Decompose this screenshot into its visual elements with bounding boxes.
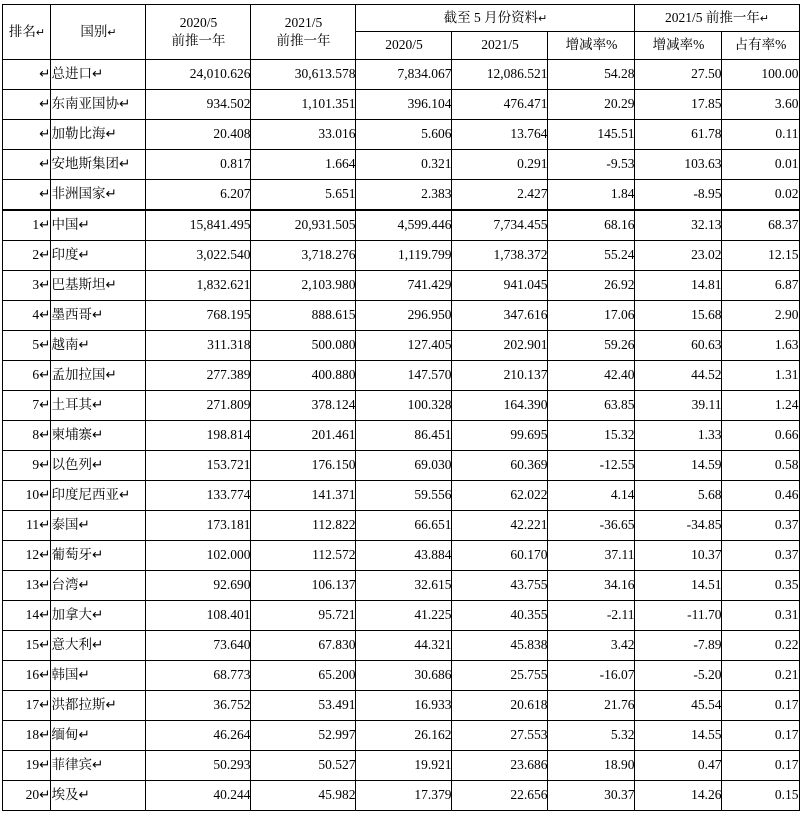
cell-ytd-growth: 54.28 [548, 60, 635, 90]
cell-ytd-2020: 32.615 [356, 571, 452, 601]
cell-push-growth: -5.20 [635, 661, 722, 691]
cell-ytd-2021: 60.170 [452, 541, 548, 571]
cell-ytd-2020: 30.686 [356, 661, 452, 691]
cell-push-share: 3.60 [722, 90, 799, 120]
cell-ytd-growth: 42.40 [548, 361, 635, 391]
cell-rank: 17↵ [3, 691, 51, 721]
cell-country: 加勒比海↵ [51, 120, 146, 150]
cell-push-growth: 17.85 [635, 90, 722, 120]
cell-ytd-2020: 1,119.799 [356, 241, 452, 271]
cell-rank: 16↵ [3, 661, 51, 691]
table-row [3, 451, 799, 481]
header-group-push [635, 5, 799, 32]
cell-2021-push: 112.572 [251, 541, 356, 571]
cell-rank: ↵ [3, 120, 51, 150]
cell-ytd-growth: 5.32 [548, 721, 635, 751]
table-body [3, 60, 799, 811]
cell-rank: 1↵ [3, 210, 51, 241]
cell-push-growth: -8.95 [635, 180, 722, 211]
table-header [3, 5, 799, 60]
table-row [3, 90, 799, 120]
cell-country: 东南亚国协↵ [51, 90, 146, 120]
cell-2021-push: 500.080 [251, 331, 356, 361]
cell-country: 葡萄牙↵ [51, 541, 146, 571]
cell-ytd-2021: 40.355 [452, 601, 548, 631]
cell-push-growth: 14.81 [635, 271, 722, 301]
cell-2021-push: 106.137 [251, 571, 356, 601]
cell-rank: 11↵ [3, 511, 51, 541]
cell-ytd-2021: 941.045 [452, 271, 548, 301]
cell-push-growth: 32.13 [635, 210, 722, 241]
cell-2020-push: 24,010.626 [146, 60, 251, 90]
cell-2021-push: 20,931.505 [251, 210, 356, 241]
cell-push-growth: 0.47 [635, 751, 722, 781]
cell-2020-push: 6.207 [146, 180, 251, 211]
table-row [3, 481, 799, 511]
cell-ytd-2021: 1,738.372 [452, 241, 548, 271]
cell-push-growth: 27.50 [635, 60, 722, 90]
cell-ytd-2021: 99.695 [452, 421, 548, 451]
cell-push-growth: 44.52 [635, 361, 722, 391]
cell-push-growth: 14.55 [635, 721, 722, 751]
cell-ytd-growth: 17.06 [548, 301, 635, 331]
pilcrow-mark: ↵ [35, 26, 46, 39]
cell-country: 意大利↵ [51, 631, 146, 661]
cell-ytd-growth: 18.90 [548, 751, 635, 781]
table-row [3, 150, 799, 180]
cell-2020-push: 108.401 [146, 601, 251, 631]
header-col-2021-line2: 前推一年 [276, 33, 331, 48]
cell-ytd-2021: 45.838 [452, 631, 548, 661]
cell-ytd-2020: 26.162 [356, 721, 452, 751]
cell-push-share: 0.37 [722, 511, 799, 541]
cell-push-share: 0.31 [722, 601, 799, 631]
cell-2021-push: 5.651 [251, 180, 356, 211]
cell-country: 加拿大↵ [51, 601, 146, 631]
cell-ytd-growth: 4.14 [548, 481, 635, 511]
cell-ytd-2020: 7,834.067 [356, 60, 452, 90]
cell-push-growth: -7.89 [635, 631, 722, 661]
cell-ytd-2021: 202.901 [452, 331, 548, 361]
cell-ytd-growth: 1.84 [548, 180, 635, 211]
cell-ytd-2020: 100.328 [356, 391, 452, 421]
cell-rank: ↵ [3, 60, 51, 90]
cell-2020-push: 277.389 [146, 361, 251, 391]
cell-rank: 6↵ [3, 361, 51, 391]
cell-ytd-2021: 12,086.521 [452, 60, 548, 90]
cell-rank: ↵ [3, 150, 51, 180]
cell-2021-push: 52.997 [251, 721, 356, 751]
cell-2020-push: 934.502 [146, 90, 251, 120]
header-rank-label: 排名 [8, 23, 36, 39]
table-row [3, 781, 799, 811]
cell-rank: 10↵ [3, 481, 51, 511]
cell-push-growth: 39.11 [635, 391, 722, 421]
cell-push-share: 0.15 [722, 781, 799, 811]
cell-push-share: 0.17 [722, 721, 799, 751]
cell-push-share: 0.66 [722, 421, 799, 451]
table-row [3, 361, 799, 391]
cell-ytd-growth: 20.29 [548, 90, 635, 120]
cell-ytd-growth: 37.11 [548, 541, 635, 571]
header-col-2020-line1: 2020/5 [179, 14, 218, 30]
cell-ytd-2020: 741.429 [356, 271, 452, 301]
cell-ytd-2020: 59.556 [356, 481, 452, 511]
cell-ytd-growth: 30.37 [548, 781, 635, 811]
header-col-2020-push [146, 5, 251, 60]
cell-2021-push: 2,103.980 [251, 271, 356, 301]
cell-push-growth: 103.63 [635, 150, 722, 180]
header-group-ytd [356, 5, 635, 32]
cell-2021-push: 95.721 [251, 601, 356, 631]
table-row [3, 421, 799, 451]
cell-ytd-2020: 19.921 [356, 751, 452, 781]
cell-ytd-2021: 62.022 [452, 481, 548, 511]
cell-rank: 13↵ [3, 571, 51, 601]
cell-2020-push: 15,841.495 [146, 210, 251, 241]
cell-push-share: 0.35 [722, 571, 799, 601]
cell-country: 中国↵ [51, 210, 146, 241]
cell-push-share: 0.46 [722, 481, 799, 511]
cell-country: 总进口↵ [51, 60, 146, 90]
cell-country: 洪都拉斯↵ [51, 691, 146, 721]
cell-rank: 8↵ [3, 421, 51, 451]
cell-ytd-2020: 43.884 [356, 541, 452, 571]
cell-ytd-2021: 0.291 [452, 150, 548, 180]
cell-country: 孟加拉国↵ [51, 361, 146, 391]
table-row [3, 180, 799, 211]
cell-rank: 20↵ [3, 781, 51, 811]
header-push-growth: 增减率% [635, 32, 722, 60]
cell-ytd-2021: 60.369 [452, 451, 548, 481]
cell-push-share: 0.02 [722, 180, 799, 211]
cell-rank: 9↵ [3, 451, 51, 481]
header-ytd-growth: 增减率% [548, 32, 635, 60]
table-row [3, 210, 799, 241]
cell-push-growth: 14.59 [635, 451, 722, 481]
import-statistics-table [2, 4, 799, 811]
pilcrow-mark: ↵ [538, 12, 548, 25]
cell-2021-push: 50.527 [251, 751, 356, 781]
cell-ytd-growth: 59.26 [548, 331, 635, 361]
cell-ytd-2020: 86.451 [356, 421, 452, 451]
cell-ytd-2021: 210.137 [452, 361, 548, 391]
cell-ytd-2021: 22.656 [452, 781, 548, 811]
cell-ytd-2020: 44.321 [356, 631, 452, 661]
cell-2021-push: 176.150 [251, 451, 356, 481]
cell-push-share: 0.58 [722, 451, 799, 481]
cell-push-share: 0.01 [722, 150, 799, 180]
header-col-2020-line2: 前推一年 [171, 33, 226, 48]
cell-2021-push: 53.491 [251, 691, 356, 721]
table-row [3, 541, 799, 571]
pilcrow-mark: ↵ [759, 12, 770, 25]
cell-ytd-2020: 127.405 [356, 331, 452, 361]
cell-2021-push: 1.664 [251, 150, 356, 180]
cell-ytd-2021: 20.618 [452, 691, 548, 721]
cell-push-share: 0.11 [722, 120, 799, 150]
cell-2020-push: 102.000 [146, 541, 251, 571]
cell-2020-push: 3,022.540 [146, 241, 251, 271]
cell-ytd-growth: 68.16 [548, 210, 635, 241]
header-row-1 [3, 5, 799, 32]
cell-ytd-growth: 3.42 [548, 631, 635, 661]
table-row [3, 391, 799, 421]
table-row [3, 631, 799, 661]
table-row [3, 331, 799, 361]
cell-ytd-2020: 147.570 [356, 361, 452, 391]
cell-2020-push: 20.408 [146, 120, 251, 150]
cell-2021-push: 112.822 [251, 511, 356, 541]
cell-2021-push: 30,613.578 [251, 60, 356, 90]
cell-2020-push: 768.195 [146, 301, 251, 331]
cell-2021-push: 33.016 [251, 120, 356, 150]
table-row [3, 661, 799, 691]
cell-ytd-2021: 347.616 [452, 301, 548, 331]
cell-ytd-2021: 164.390 [452, 391, 548, 421]
cell-2020-push: 0.817 [146, 150, 251, 180]
cell-push-growth: 14.51 [635, 571, 722, 601]
cell-ytd-growth: 145.51 [548, 120, 635, 150]
cell-push-share: 1.31 [722, 361, 799, 391]
cell-2021-push: 65.200 [251, 661, 356, 691]
cell-push-growth: 5.68 [635, 481, 722, 511]
cell-2020-push: 68.773 [146, 661, 251, 691]
cell-2020-push: 311.318 [146, 331, 251, 361]
cell-ytd-2021: 2.427 [452, 180, 548, 211]
cell-ytd-2020: 0.321 [356, 150, 452, 180]
cell-ytd-growth: 26.92 [548, 271, 635, 301]
cell-rank: 3↵ [3, 271, 51, 301]
cell-push-growth: 10.37 [635, 541, 722, 571]
cell-push-share: 0.37 [722, 541, 799, 571]
cell-2020-push: 92.690 [146, 571, 251, 601]
cell-ytd-growth: 15.32 [548, 421, 635, 451]
cell-rank: 15↵ [3, 631, 51, 661]
table-row [3, 301, 799, 331]
header-country [51, 5, 146, 60]
cell-country: 印度↵ [51, 241, 146, 271]
cell-2020-push: 36.752 [146, 691, 251, 721]
header-ytd-2021: 2021/5 [452, 32, 548, 60]
cell-country: 非洲国家↵ [51, 180, 146, 211]
cell-push-growth: 14.26 [635, 781, 722, 811]
cell-push-growth: -34.85 [635, 511, 722, 541]
cell-country: 以色列↵ [51, 451, 146, 481]
cell-2021-push: 45.982 [251, 781, 356, 811]
cell-ytd-2020: 4,599.446 [356, 210, 452, 241]
table-row [3, 721, 799, 751]
cell-push-share: 100.00 [722, 60, 799, 90]
cell-country: 墨西哥↵ [51, 301, 146, 331]
cell-2021-push: 400.880 [251, 361, 356, 391]
cell-ytd-2021: 7,734.455 [452, 210, 548, 241]
header-col-2021-push [251, 5, 356, 60]
cell-rank: 4↵ [3, 301, 51, 331]
cell-ytd-growth: 63.85 [548, 391, 635, 421]
cell-country: 土耳其↵ [51, 391, 146, 421]
table-row [3, 120, 799, 150]
cell-push-share: 0.17 [722, 751, 799, 781]
table-row [3, 60, 799, 90]
table-row [3, 271, 799, 301]
cell-push-share: 6.87 [722, 271, 799, 301]
cell-2021-push: 67.830 [251, 631, 356, 661]
cell-rank: 5↵ [3, 331, 51, 361]
cell-2020-push: 73.640 [146, 631, 251, 661]
cell-country: 柬埔寨↵ [51, 421, 146, 451]
cell-ytd-2021: 43.755 [452, 571, 548, 601]
cell-rank: 2↵ [3, 241, 51, 271]
cell-ytd-2020: 396.104 [356, 90, 452, 120]
cell-country: 埃及↵ [51, 781, 146, 811]
cell-2020-push: 50.293 [146, 751, 251, 781]
table-row [3, 601, 799, 631]
cell-push-share: 2.90 [722, 301, 799, 331]
header-rank [3, 5, 51, 60]
cell-push-growth: 61.78 [635, 120, 722, 150]
cell-ytd-growth: -12.55 [548, 451, 635, 481]
cell-push-growth: 23.02 [635, 241, 722, 271]
cell-2021-push: 3,718.276 [251, 241, 356, 271]
cell-rank: 14↵ [3, 601, 51, 631]
cell-2020-push: 40.244 [146, 781, 251, 811]
cell-2020-push: 153.721 [146, 451, 251, 481]
cell-country: 印度尼西亚↵ [51, 481, 146, 511]
cell-country: 越南↵ [51, 331, 146, 361]
cell-ytd-2020: 16.933 [356, 691, 452, 721]
cell-ytd-growth: -2.11 [548, 601, 635, 631]
cell-2021-push: 378.124 [251, 391, 356, 421]
cell-push-growth: 60.63 [635, 331, 722, 361]
table-row [3, 241, 799, 271]
cell-country: 韩国↵ [51, 661, 146, 691]
header-push-share: 占有率% [722, 32, 799, 60]
cell-country: 台湾↵ [51, 571, 146, 601]
cell-ytd-2020: 5.606 [356, 120, 452, 150]
pilcrow-mark: ↵ [107, 26, 117, 39]
cell-2020-push: 271.809 [146, 391, 251, 421]
cell-push-growth: -11.70 [635, 601, 722, 631]
cell-ytd-2020: 66.651 [356, 511, 452, 541]
cell-push-share: 1.24 [722, 391, 799, 421]
cell-ytd-growth: -36.65 [548, 511, 635, 541]
cell-country: 缅甸↵ [51, 721, 146, 751]
cell-2020-push: 133.774 [146, 481, 251, 511]
header-country-label: 国别 [80, 23, 108, 39]
header-group-push-label: 2021/5 前推一年 [664, 9, 760, 25]
cell-push-share: 0.21 [722, 661, 799, 691]
cell-rank: 19↵ [3, 751, 51, 781]
cell-push-share: 0.17 [722, 691, 799, 721]
cell-ytd-growth: 34.16 [548, 571, 635, 601]
cell-ytd-2021: 27.553 [452, 721, 548, 751]
header-ytd-2020: 2020/5 [356, 32, 452, 60]
table-row [3, 571, 799, 601]
cell-country: 巴基斯坦↵ [51, 271, 146, 301]
cell-2020-push: 1,832.621 [146, 271, 251, 301]
cell-2021-push: 201.461 [251, 421, 356, 451]
cell-push-growth: 45.54 [635, 691, 722, 721]
cell-ytd-2021: 23.686 [452, 751, 548, 781]
cell-ytd-2021: 42.221 [452, 511, 548, 541]
cell-push-share: 1.63 [722, 331, 799, 361]
cell-country: 泰国↵ [51, 511, 146, 541]
cell-rank: ↵ [3, 90, 51, 120]
cell-2021-push: 1,101.351 [251, 90, 356, 120]
cell-2021-push: 888.615 [251, 301, 356, 331]
cell-push-growth: 1.33 [635, 421, 722, 451]
cell-push-share: 0.22 [722, 631, 799, 661]
table-row [3, 751, 799, 781]
cell-ytd-2020: 17.379 [356, 781, 452, 811]
cell-ytd-2020: 2.383 [356, 180, 452, 211]
cell-push-share: 68.37 [722, 210, 799, 241]
cell-ytd-2020: 41.225 [356, 601, 452, 631]
cell-ytd-2020: 296.950 [356, 301, 452, 331]
cell-ytd-2021: 13.764 [452, 120, 548, 150]
header-group-ytd-label: 截至 5 月份资料 [443, 9, 539, 25]
cell-rank: 7↵ [3, 391, 51, 421]
header-col-2021-line1: 2021/5 [284, 14, 323, 30]
cell-ytd-growth: -9.53 [548, 150, 635, 180]
cell-rank: 12↵ [3, 541, 51, 571]
table-row [3, 511, 799, 541]
cell-push-growth: 15.68 [635, 301, 722, 331]
cell-country: 安地斯集团↵ [51, 150, 146, 180]
cell-ytd-2020: 69.030 [356, 451, 452, 481]
cell-2020-push: 173.181 [146, 511, 251, 541]
table-row [3, 691, 799, 721]
cell-ytd-2021: 25.755 [452, 661, 548, 691]
cell-ytd-growth: 55.24 [548, 241, 635, 271]
cell-country: 菲律宾↵ [51, 751, 146, 781]
cell-2020-push: 46.264 [146, 721, 251, 751]
cell-rank: ↵ [3, 180, 51, 211]
cell-rank: 18↵ [3, 721, 51, 751]
cell-push-share: 12.15 [722, 241, 799, 271]
cell-ytd-growth: -16.07 [548, 661, 635, 691]
cell-ytd-2021: 476.471 [452, 90, 548, 120]
cell-ytd-growth: 21.76 [548, 691, 635, 721]
cell-2020-push: 198.814 [146, 421, 251, 451]
cell-2021-push: 141.371 [251, 481, 356, 511]
